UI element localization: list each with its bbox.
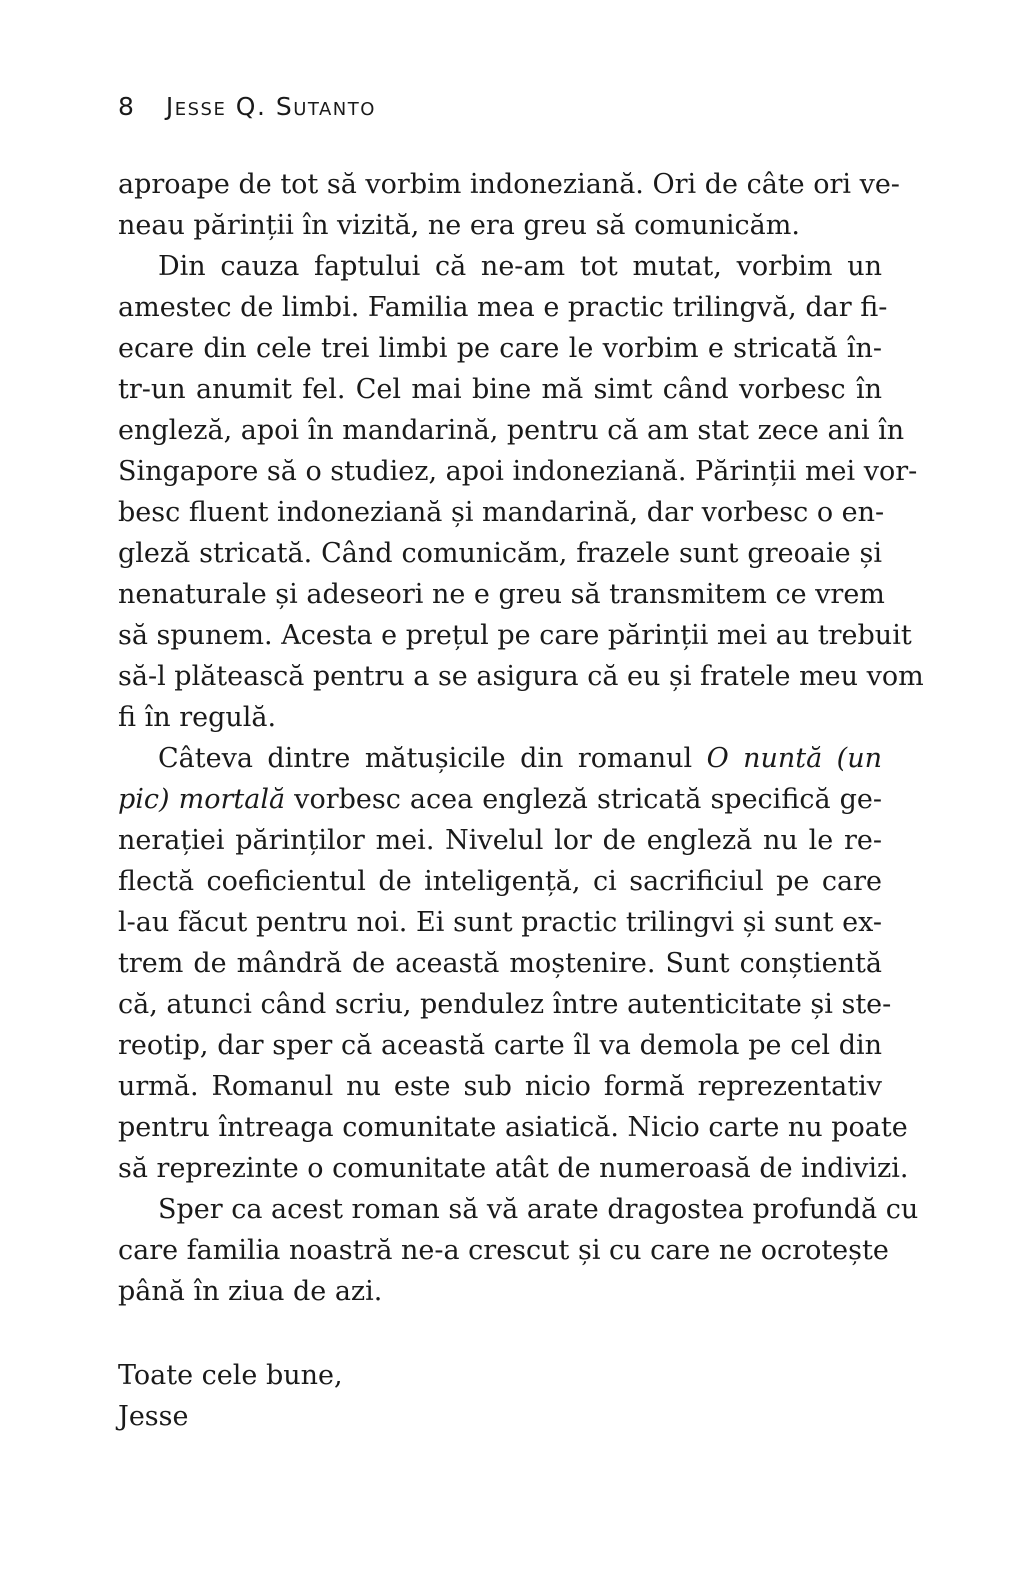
body-text [118, 164, 924, 1312]
closing-signature: Jesse [118, 1401, 189, 1432]
closing-salutation: Toate cele bune, [118, 1360, 343, 1391]
text-line: pentru întreaga comunitate asiatică. Nicio carte nu poate [118, 1112, 908, 1143]
text-line: aproape de tot să vorbim indoneziană. Ori de câte ori ve- [118, 169, 900, 200]
running-head-author: Jesse Q. Sutanto [165, 92, 376, 121]
text-segment: vorbesc acea engleză stricată specifică ge- [285, 784, 883, 815]
text-line: reotip, dar sper că această carte îl va demola pe cel din [118, 1030, 882, 1061]
text-line: până în ziua de azi. [118, 1276, 383, 1307]
book-title-italic: pic) mortală [118, 784, 286, 815]
text-line: l-au făcut pentru noi. Ei sunt practic trilingvi și sunt ex- [118, 907, 882, 938]
text-line: trem de mândră de această moștenire. Sunt conștientă [118, 948, 882, 979]
letter-closing [118, 1355, 343, 1437]
text-line: engleză, apoi în mandarină, pentru că am stat zece ani în [118, 415, 905, 446]
text-line: neau părinții în vizită, ne era greu să comunicăm. [118, 210, 800, 241]
text-line: că, atunci când scriu, pendulez între autenticitate și ste- [118, 989, 892, 1020]
text-line: Din cauza faptului că ne-am tot mutat, vorbim un [158, 251, 882, 282]
text-line: ecare din cele trei limbi pe care le vorbim e stricată în- [118, 333, 882, 364]
text-line: să spunem. Acesta e prețul pe care părinții mei au trebuit [118, 620, 912, 651]
text-line: fi în regulă. [118, 702, 277, 733]
text-line: amestec de limbi. Familia mea e practic trilingvă, dar fi- [118, 292, 888, 323]
text-line: gleză stricată. Când comunicăm, frazele sunt greoaie și [118, 538, 882, 569]
text-line: Sper ca acest roman să vă arate dragostea profundă cu [158, 1194, 919, 1225]
text-line: flectă coeficientul de inteligență, ci sacrificiul pe care [118, 866, 882, 897]
text-line: care familia noastră ne-a crescut și cu care ne ocrotește [118, 1235, 889, 1266]
text-line: urmă. Romanul nu este sub nicio formă reprezentativ [118, 1071, 882, 1102]
text-segment: Câteva dintre mătușicile din romanul [158, 743, 707, 774]
book-title-italic: O nuntă (un [706, 743, 882, 774]
text-line: Singapore să o studiez, apoi indoneziană. Părinții mei vor- [118, 456, 918, 487]
text-line: nenaturale și adeseori ne e greu să transmitem ce vrem [118, 579, 885, 610]
page-number: 8 [118, 92, 135, 121]
text-line: besc fluent indoneziană și mandarină, dar vorbesc o en- [118, 497, 885, 528]
running-head [118, 92, 376, 121]
text-line: tr-un anumit fel. Cel mai bine mă simt când vorbesc în [118, 374, 882, 405]
text-line [118, 738, 882, 779]
text-line: nerației părinților mei. Nivelul lor de engleză nu le re- [118, 825, 882, 856]
text-line: să-l plătească pentru a se asigura că eu și fratele meu vom [118, 661, 924, 692]
text-line [118, 779, 882, 820]
text-line: să reprezinte o comunitate atât de numeroasă de indivizi. [118, 1153, 909, 1184]
